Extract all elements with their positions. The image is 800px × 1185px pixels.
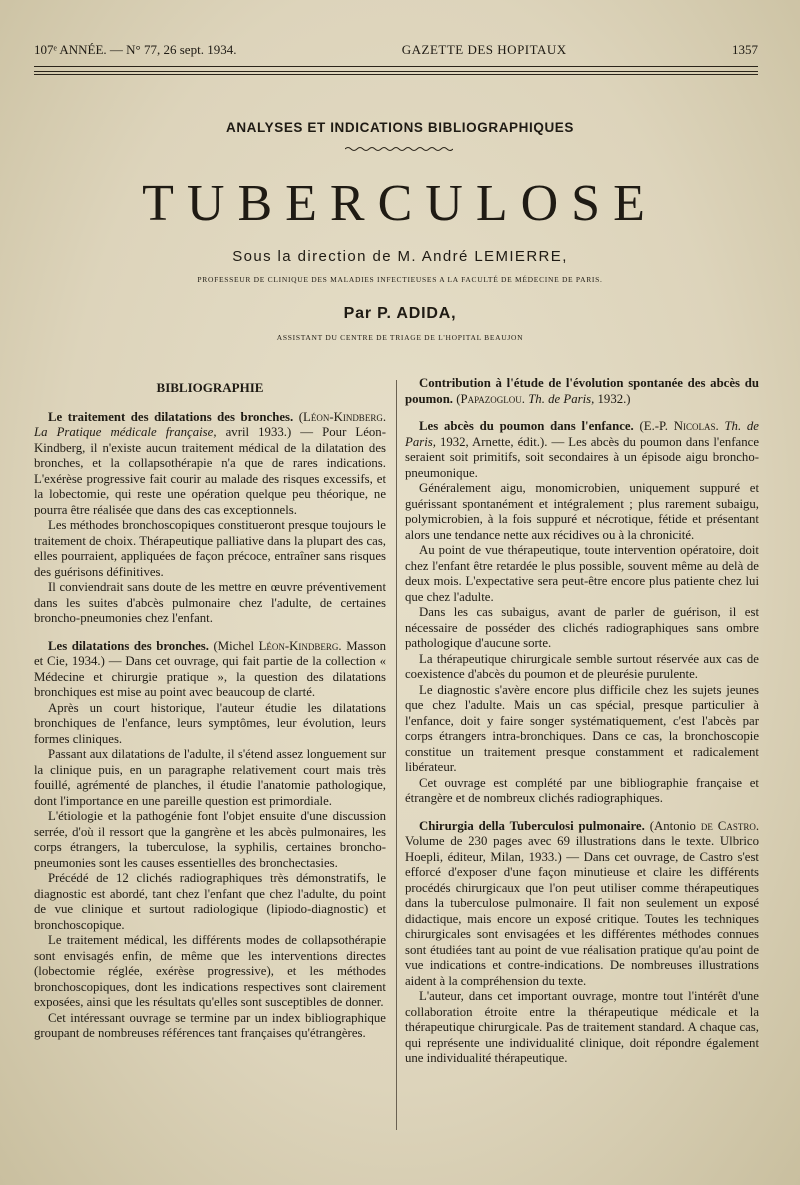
article-title: Les abcès du poumon dans l'enfance. bbox=[419, 419, 634, 433]
professor-line: PROFESSEUR DE CLINIQUE DES MALADIES INFECTIEUSES A LA FACULTÉ DE MÉDECINE DE PARIS. bbox=[197, 275, 603, 284]
article-paragraph: Le diagnostic s'avère encore plus difficile chez les sujets jeunes que chez l'adulte. Mais un cas spécial, presque particulier à l'enfance, doit y faire songer systématiquement, c'est l'abcès par corps étrangers intra-bronchiques. Dans ce cas, la bronchoscopie constitue un traitement presque constamment et radicalement libérateur. bbox=[405, 682, 759, 774]
ref-pre: (Michel bbox=[213, 638, 255, 653]
ref-work: Th. de Paris, bbox=[405, 419, 759, 449]
left-column bbox=[34, 376, 386, 1054]
article-paragraph bbox=[34, 410, 386, 519]
ref-pre: ( bbox=[456, 391, 461, 406]
ref-body: Volume de 230 pages avec 69 illustrations dans le texte. Ulbrico Hoepli, éditeur, Milan, 1933.) — Dans cet ouvrage, de Castro s'est efforcé d'exposer d'une façon minutieuse et claire les différents procédés chirurgicaux que l'on peut utiliser comme thérapeutiques dans la tuberculose pulmonaire. Il fait non seulement un exposé didactique, mais encore un exposé critique. Toutes les techniques chirurgicales sont envisagées et les différentes méthodes connues sont étudiées tant au point de vue réalisation pratique qu'au point de vue indications et contre-indications. De nombreuses illustrations aident à la compréhension du texte. bbox=[405, 834, 759, 988]
column-divider bbox=[396, 380, 397, 1130]
article-abces-evolution bbox=[405, 376, 759, 407]
article-title: Chirurgia della Tuberculosi pulmonaire. bbox=[419, 818, 645, 833]
ref-author: Léon-Kindberg. bbox=[303, 409, 387, 424]
direction-line: Sous la direction de M. André LEMIERRE, bbox=[232, 248, 568, 265]
header-rule bbox=[34, 74, 758, 75]
ref-pre: ( bbox=[298, 409, 303, 424]
article-chirurgia-tuberculosi bbox=[405, 819, 759, 1067]
assistant-line: ASSISTANT DU CENTRE DE TRIAGE DE L'HOPITAL BEAUJON bbox=[276, 333, 524, 342]
article-paragraph: Cet ouvrage est complété par une bibliographie française et étrangère et de nombreux clichés radiographiques. bbox=[405, 775, 759, 805]
article-paragraph: L'auteur, dans cet important ouvrage, montre tout l'intérêt d'une collaboration étroite entre la thérapeutique médicale et la thérapeutique chirurgicale. Pas de traitement standard. A chaque cas, qui représente une individualité clinique, doit répondre également une individualité thérapeutique. bbox=[405, 989, 759, 1065]
journal-name: GAZETTE DES HOPITAUX bbox=[401, 42, 567, 57]
article-paragraph: L'étiologie et la pathogénie font l'objet ensuite d'une discussion serrée, d'où il ressort que la gangrène et les abcès pulmonaires, les corps étrangers, la tuberculose, la syphilis, certaines broncho-pneumonies sont les causes essentielles des bronchectasies. bbox=[34, 809, 386, 870]
article-paragraph: Après un court historique, l'auteur étudie les dilatations bronchiques de l'enfance, leurs symptômes, leur évolution, leurs formes cliniques. bbox=[34, 700, 386, 746]
article-title: Le traitement des dilatations des bronches. bbox=[48, 409, 294, 424]
ref-pre: (E.-P. bbox=[639, 419, 668, 433]
ref-work: Th. de Paris, bbox=[528, 391, 595, 406]
ref-pre: (Antonio bbox=[649, 818, 696, 833]
article-paragraph: Au point de vue thérapeutique, toute intervention opératoire, doit chez l'enfant être retardée le plus possible, souvent même au delà de deux mois. L'expectative sera peut-être encore plus patiente chez lui que chez l'adulte. bbox=[405, 543, 759, 604]
right-column bbox=[405, 376, 759, 1079]
article-paragraph: Les méthodes bronchoscopiques constitueront presque toujours le traitement de choix. Thérapeutique palliative dans la plupart des cas, elles pourraient, appliquées de façon précoce, entraîner sans risques des guérisons définitives. bbox=[34, 518, 386, 579]
ref-author: Nicolas. bbox=[673, 419, 719, 433]
issue-info: 107ᵉ ANNÉE. — N° 77, 26 sept. 1934. bbox=[34, 42, 237, 57]
ref-author: de Castro. bbox=[700, 818, 760, 833]
article-paragraph: Le traitement médical, les différents modes de collapsothérapie sont envisagés enfin, de même que les interventions directes (lobectomie réglée, exérèse progressive), et les méthodes bronchoscopiques, dont les indications respectives sont clairement exposées, ainsi que les résultats qu'elles sont susceptibles de donner. bbox=[34, 933, 386, 1009]
article-title: Les dilatations des bronches. bbox=[48, 638, 209, 653]
article-paragraph: Cet intéressant ouvrage se termine par un index bibliographique groupant de nombreuses références tant françaises qu'étrangères. bbox=[34, 1010, 386, 1040]
ref-work: La Pratique médicale française, bbox=[34, 425, 217, 439]
bibliography-heading: BIBLIOGRAPHIE bbox=[156, 380, 264, 395]
article-title: Contribution à l'étude de l'évolution spontanée des abcès du poumon. bbox=[405, 376, 759, 406]
article-traitement-dilatations bbox=[34, 410, 386, 627]
article-paragraph bbox=[405, 819, 759, 990]
section-title: ANALYSES ET INDICATIONS BIBLIOGRAPHIQUES bbox=[225, 120, 575, 135]
main-title: TUBERCULOSE bbox=[142, 175, 658, 232]
running-header bbox=[34, 42, 758, 60]
article-abces-enfance bbox=[405, 419, 759, 807]
ref-body: 1932, Arnette, édit.). — Les abcès du poumon dans l'enfance seraient soit primitifs, soit secondaires à un épisode aigu broncho-pneumonique. bbox=[405, 434, 759, 480]
article-dilatations-bronches bbox=[34, 639, 386, 1042]
ref-author: Papazoglou. bbox=[460, 391, 525, 406]
article-paragraph: Précédé de 12 clichés radiographiques très démonstratifs, le diagnostic est abordé, tant chez l'enfant que chez l'adulte, du point de vue clinique et surtout radiologique (lipiodo-diagnostic) et bronchoscopique. bbox=[34, 871, 386, 932]
header-double-rule bbox=[34, 66, 758, 72]
page-number: 1357 bbox=[732, 42, 758, 57]
article-paragraph: Dans les cas subaigus, avant de parler de guérison, il est nécessaire de posséder des clichés radiographiques sans ombre pathologique d'aucune sorte. bbox=[405, 605, 759, 650]
article-paragraph bbox=[34, 639, 386, 701]
article-paragraph: Généralement aigu, monomicrobien, uniquement suppuré et guérissant spontanément et intégralement ; plus rarement subaigu, polymicrobien, à la fois suppuré et nécrotique, fétide et présentant alors une tendance nette aux récidives ou à la chronicité. bbox=[405, 481, 759, 542]
article-paragraph: La thérapeutique chirurgicale semble surtout réservée aux cas de coexistence d'abcès du poumon et de pleurésie purulente. bbox=[405, 651, 759, 681]
ref-author: Léon-Kindberg. bbox=[258, 638, 342, 653]
article-paragraph bbox=[405, 376, 759, 407]
ref-body: 1932.) bbox=[597, 391, 631, 406]
ornamental-wavy-rule bbox=[345, 146, 453, 152]
article-paragraph bbox=[405, 419, 759, 481]
article-paragraph: Il conviendrait sans doute de les mettre en œuvre préventivement dans les suites d'abcès pulmonaire chez l'adulte, de certaines broncho-pneumonies chez l'enfant. bbox=[34, 580, 386, 625]
ref-body: avril 1933.) — Pour Léon-Kindberg, il n'existe aucun traitement médical de la dilatation des bronches, et la collapsothérapie n'a que de rares indications. L'exérèse progressive fait courir au malade des risques excessifs, et la lobectomie, qui reste une opération quelque peu théorique, ne pourra être réalisée que dans des cas exceptionnels. bbox=[34, 425, 386, 517]
article-paragraph: Passant aux dilatations de l'adulte, il s'étend assez longuement sur la clinique puis, en un paragraphe relativement court mais très fouillé, agrémenté de planches, il étudie l'anatomie pathologique, dont l'importance en une pareille question est primordiale. bbox=[34, 747, 386, 808]
ref-body: Masson et Cie, 1934.) — Dans cet ouvrage, qui fait partie de la collection « Médecine et chirurgie pratique », la question des dilatations bronchiques est mise au point avec beaucoup de clarté. bbox=[34, 638, 387, 699]
author-line: Par P. ADIDA, bbox=[343, 305, 457, 322]
